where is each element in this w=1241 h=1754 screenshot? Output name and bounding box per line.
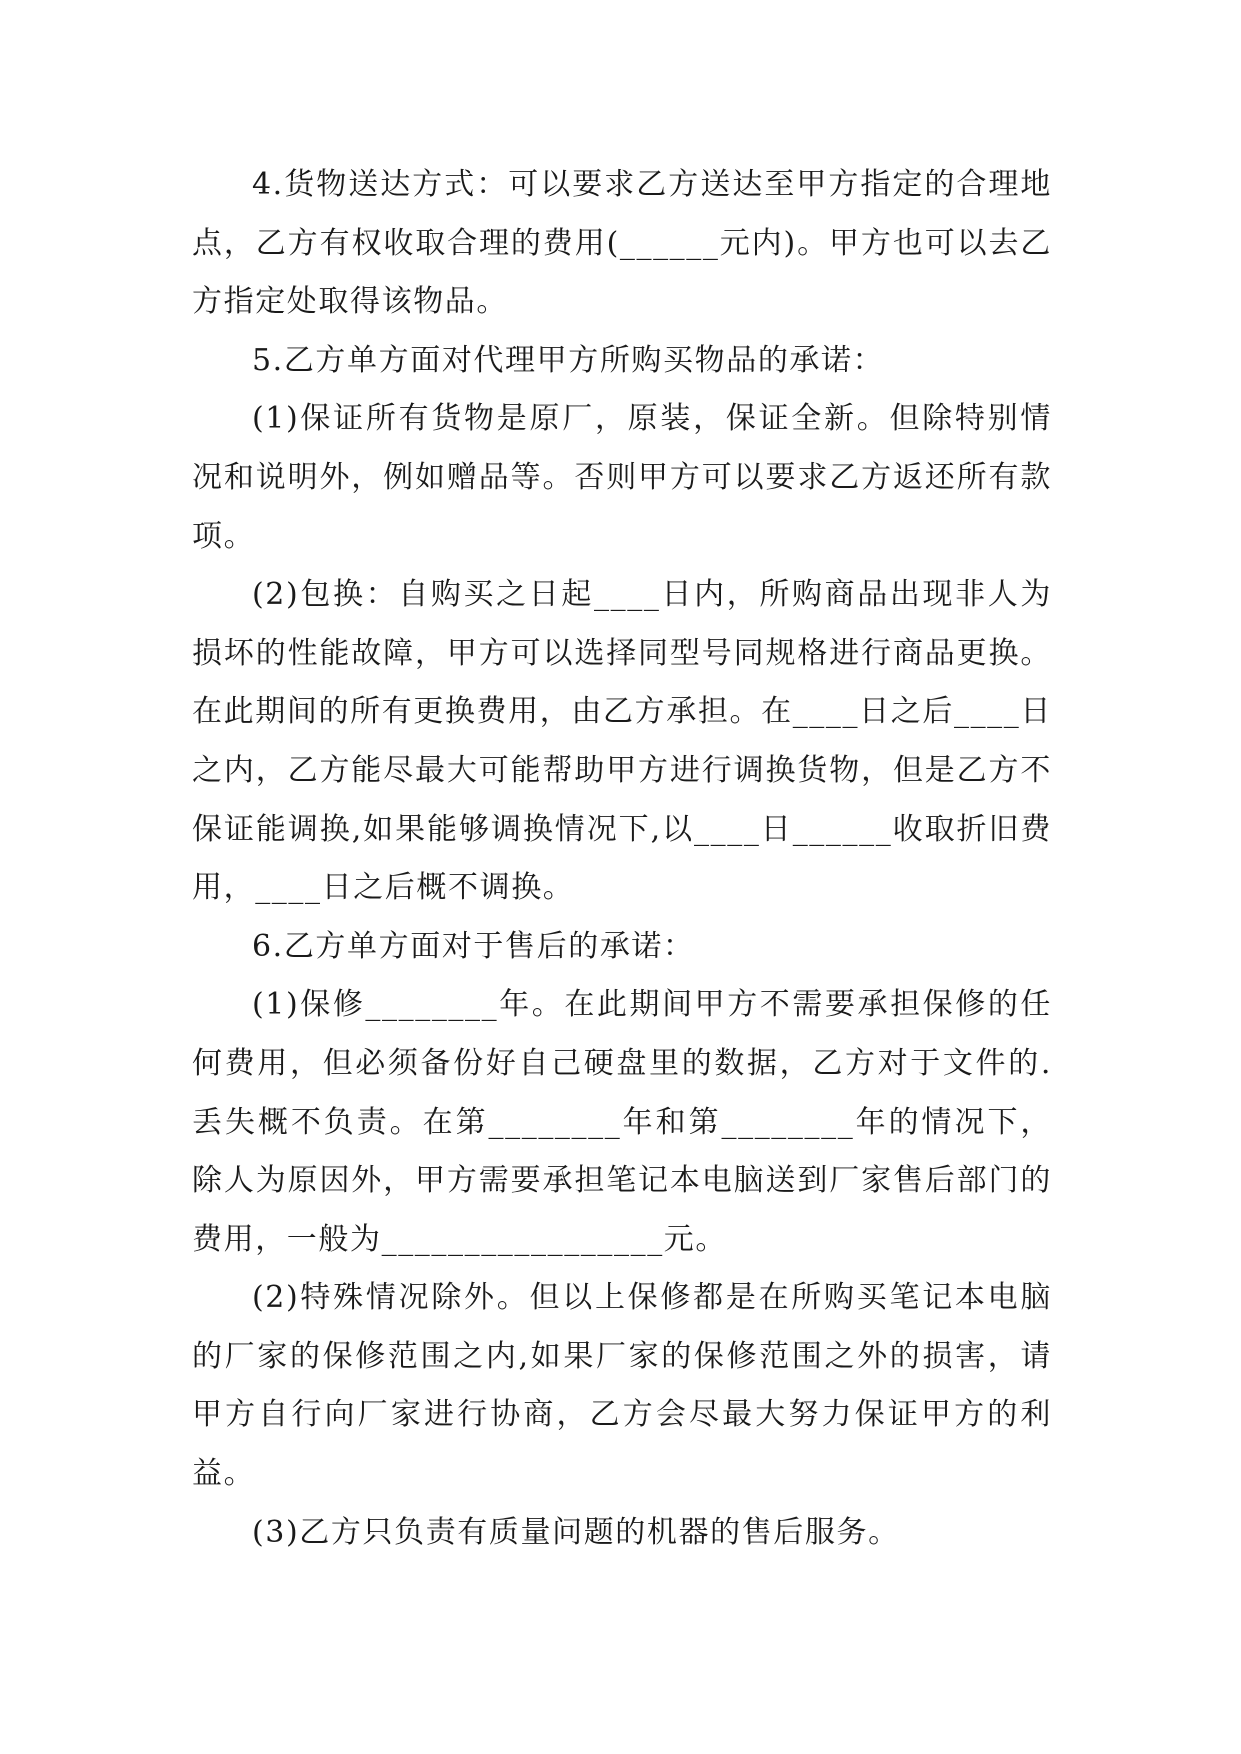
paragraph-after-sales-heading: 6.乙方单方面对于售后的承诺： bbox=[252, 928, 695, 964]
paragraph-quality-service: (3)乙方只负责有质量问题的机器的售后服务。 bbox=[252, 1514, 900, 1550]
paragraph-special-cases: (2)特殊情况除外。但以上保修都是在所购买笔记本电脑的厂家的保修范围之内,如果厂家的保修范围之外的损害，请甲方自行向厂家进行协商，乙方会尽最大努力保证甲方的利益。 bbox=[192, 1280, 1052, 1492]
paragraph-original-goods: (1)保证所有货物是原厂，原装，保证全新。但除特别情况和说明外，例如赠品等。否则甲方可以要求乙方返还所有款项。 bbox=[192, 401, 1052, 554]
paragraph-purchase-commitment-heading: 5.乙方单方面对代理甲方所购买物品的承诺： bbox=[252, 342, 885, 378]
paragraph-exchange-policy: (2)包换：自购买之日起____日内，所购商品出现非人为损坏的性能故障，甲方可以选择同型号同规格进行商品更换。在此期间的所有更换费用，由乙方承担。在____日之后____日之内，乙方能尽最大可能帮助甲方进行调换货物，但是乙方不保证能调换,如果能够调换情况下,以____日______收取折旧费用，____日之后概不调换。 bbox=[192, 577, 1052, 906]
document-body bbox=[192, 156, 1052, 1562]
paragraph-warranty-period: (1)保修________年。在此期间甲方不需要承担保修的任何费用，但必须备份好自己硬盘里的数据，乙方对于文件的.丢失概不负责。在第________年和第________年的情况下，除人为原因外，甲方需要承担笔记本电脑送到厂家售后部门的费用，一般为_________________元。 bbox=[192, 987, 1052, 1257]
paragraph-delivery-method: 4.货物送达方式：可以要求乙方送达至甲方指定的合理地点，乙方有权收取合理的费用(______元内)。甲方也可以去乙方指定处取得该物品。 bbox=[192, 167, 1052, 320]
